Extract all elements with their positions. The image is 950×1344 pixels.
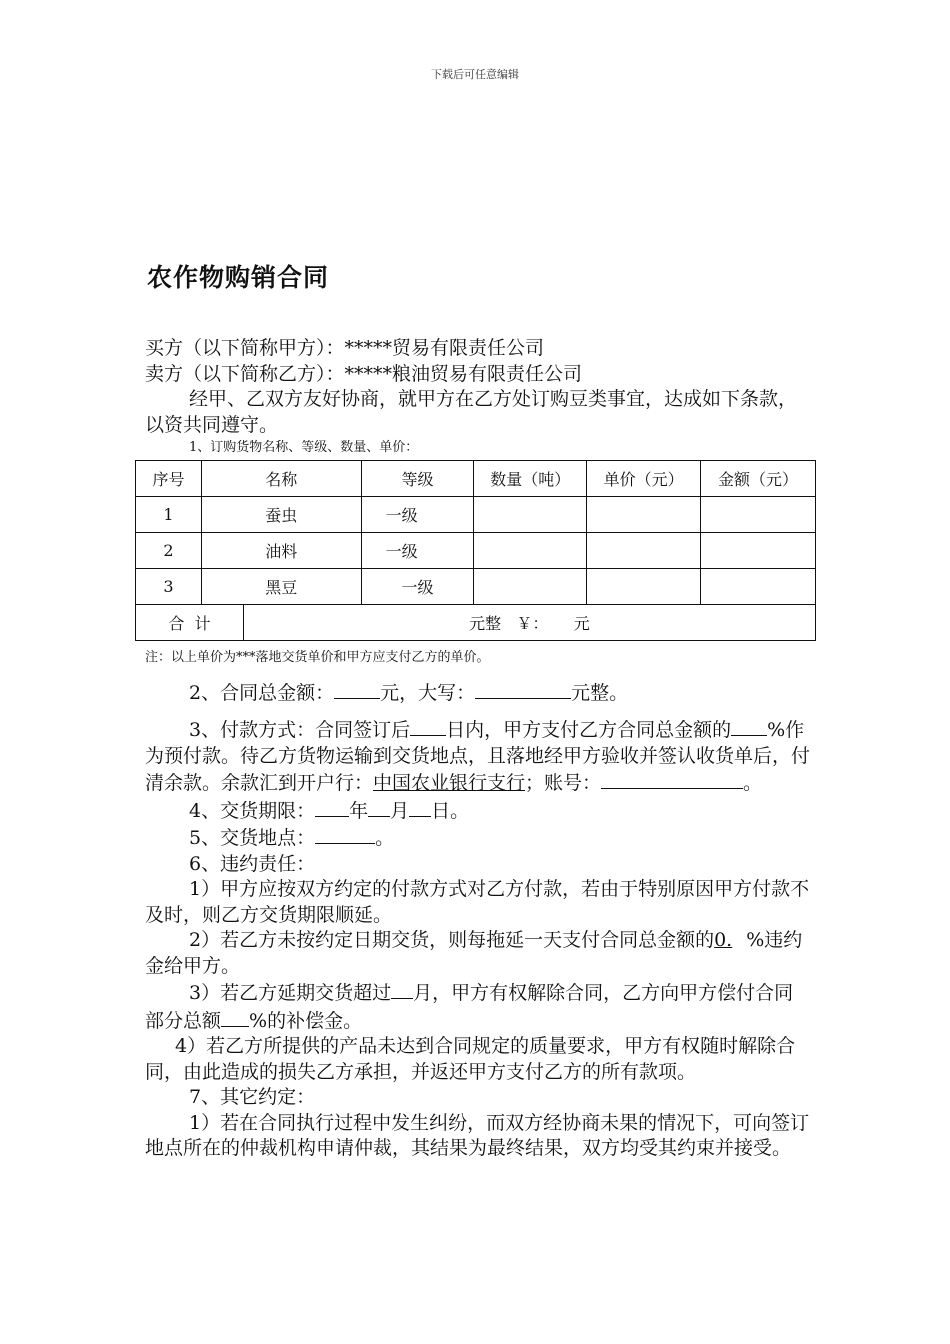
row-name: 蚕虫 (201, 497, 361, 533)
row-quantity (474, 533, 587, 569)
months-blank (391, 979, 413, 999)
clause-7: 7、其它约定： (189, 1086, 316, 1108)
account-blank (601, 769, 743, 789)
header-note: 下载后可任意编辑 (431, 68, 519, 81)
header-unit-price: 单价（元） (587, 461, 701, 497)
clause-1: 1、订购货物名称、等级、数量、单价： (189, 440, 419, 455)
header-no: 序号 (136, 461, 202, 497)
clause-5-text: 。 (375, 827, 395, 849)
year-blank (315, 797, 349, 817)
page-title: 农作物购销合同 (147, 263, 330, 292)
table-row (136, 533, 816, 569)
total-value: 元整 ￥： 元 (243, 605, 815, 641)
row-amount (701, 533, 816, 569)
clause-6-3-text: 月，甲方有权解除合同，乙方向甲方偿付合同部分总额 (145, 982, 794, 1032)
row-quantity (474, 497, 587, 533)
clause-2 (145, 679, 810, 707)
clause-2-text: 元，大写： (380, 682, 476, 704)
clause-3 (145, 716, 810, 797)
table-total-row (136, 605, 816, 641)
bank-name: 中国农业银行支行 (373, 772, 526, 794)
header-quantity: 数量（吨） (474, 461, 587, 497)
clause-4-text: 4、交货期限： (189, 799, 316, 822)
clause-4-text: 年 (349, 799, 369, 822)
clause-6: 6、违约责任： (189, 852, 316, 875)
clause-4-text: 日。 (431, 799, 470, 822)
intro-paragraph: 经甲、乙双方友好协商，就甲方在乙方处订购豆类事宜，达成如下条款，以资共同遵守。 (145, 388, 798, 436)
clause-6-3 (145, 979, 810, 1034)
clause-6-2-text: %违约金给甲方。 (145, 929, 803, 977)
clause-6-2 (145, 928, 810, 979)
clause-6-3-text: %的补偿金。 (249, 1009, 363, 1032)
header-name: 名称 (201, 461, 361, 497)
clause-3-text: 3、付款方式：合同签订后 (189, 719, 411, 741)
table-row (136, 497, 816, 533)
penalty-rate: 0. (714, 929, 733, 951)
clause-2-block (145, 679, 810, 707)
header-amount: 金额（元） (701, 461, 816, 497)
clause-4-text: 月 (390, 799, 410, 822)
header-grade: 等级 (361, 461, 474, 497)
clause-3-text: 日内，甲方支付乙方合同总金额的 (446, 719, 732, 741)
clause-2-text: 2、合同总金额： (189, 682, 335, 704)
total-label: 合 计 (136, 605, 244, 641)
row-no: 3 (136, 569, 202, 605)
row-amount (701, 569, 816, 605)
percent-blank (731, 716, 767, 736)
clause-3-text: 。 (743, 772, 763, 794)
clause-4 (145, 797, 810, 825)
clause-7-1: 1）若在合同执行过程中发生纠纷，而双方经协商未果的情况下，可向签订地点所在的仲裁机构申请仲裁，其结果为最终结果，双方均受其约束并接受。 (145, 1111, 810, 1159)
row-grade: 一级 (361, 533, 474, 569)
location-blank (315, 824, 375, 844)
row-no: 2 (136, 533, 202, 569)
clause-5 (145, 824, 810, 852)
table-header-row (136, 461, 816, 497)
clause-3-text: ；账号： (525, 772, 602, 794)
clause-3-text: %作为预付款。待乙方货物运输到交货地点，且落地经甲方验收并签认收货单后，付清余款。余款汇到开户行： (145, 719, 811, 794)
row-name: 黑豆 (201, 569, 361, 605)
row-unit-price (587, 533, 701, 569)
row-amount (701, 497, 816, 533)
clauses-block (145, 716, 810, 1162)
buyer-line: 买方（以下简称甲方）：*****贸易有限责任公司 (145, 337, 545, 359)
clause-2-text: 元整。 (571, 682, 629, 704)
table-note: 注：以上单价为***落地交货单价和甲方应支付乙方的单价。 (145, 650, 490, 665)
row-name: 油料 (201, 533, 361, 569)
goods-table (135, 460, 816, 641)
days-blank (410, 716, 446, 736)
row-quantity (474, 569, 587, 605)
clause-6-3-text: 3）若乙方延期交货超过 (189, 982, 392, 1004)
row-no: 1 (136, 497, 202, 533)
compensation-blank (221, 1007, 249, 1027)
amount-words-blank (475, 679, 571, 699)
clause-6-2-text: 2）若乙方未按约定日期交货，则每拖延一天支付合同总金额的 (189, 929, 715, 951)
month-blank (368, 797, 390, 817)
seller-line: 卖方（以下简称乙方）：*****粮油贸易有限责任公司 (145, 362, 583, 385)
day-blank (409, 797, 431, 817)
row-unit-price (587, 569, 701, 605)
table-row (136, 569, 816, 605)
clause-5-text: 5、交货地点： (189, 827, 316, 849)
clause-6-1: 1）甲方应按双方约定的付款方式对乙方付款，若由于特别原因甲方付款不及时，则乙方交货期限顺延。 (145, 878, 810, 926)
clause-6-4: 4）若乙方所提供的产品未达到合同规定的质量要求，甲方有权随时解除合同，由此造成的损失乙方承担，并返还甲方支付乙方的所有款项。 (145, 1035, 796, 1083)
row-unit-price (587, 497, 701, 533)
row-grade: 一级 (361, 497, 474, 533)
row-grade: 一级 (361, 569, 474, 605)
amount-blank (334, 679, 380, 699)
parties-and-intro (145, 336, 810, 458)
